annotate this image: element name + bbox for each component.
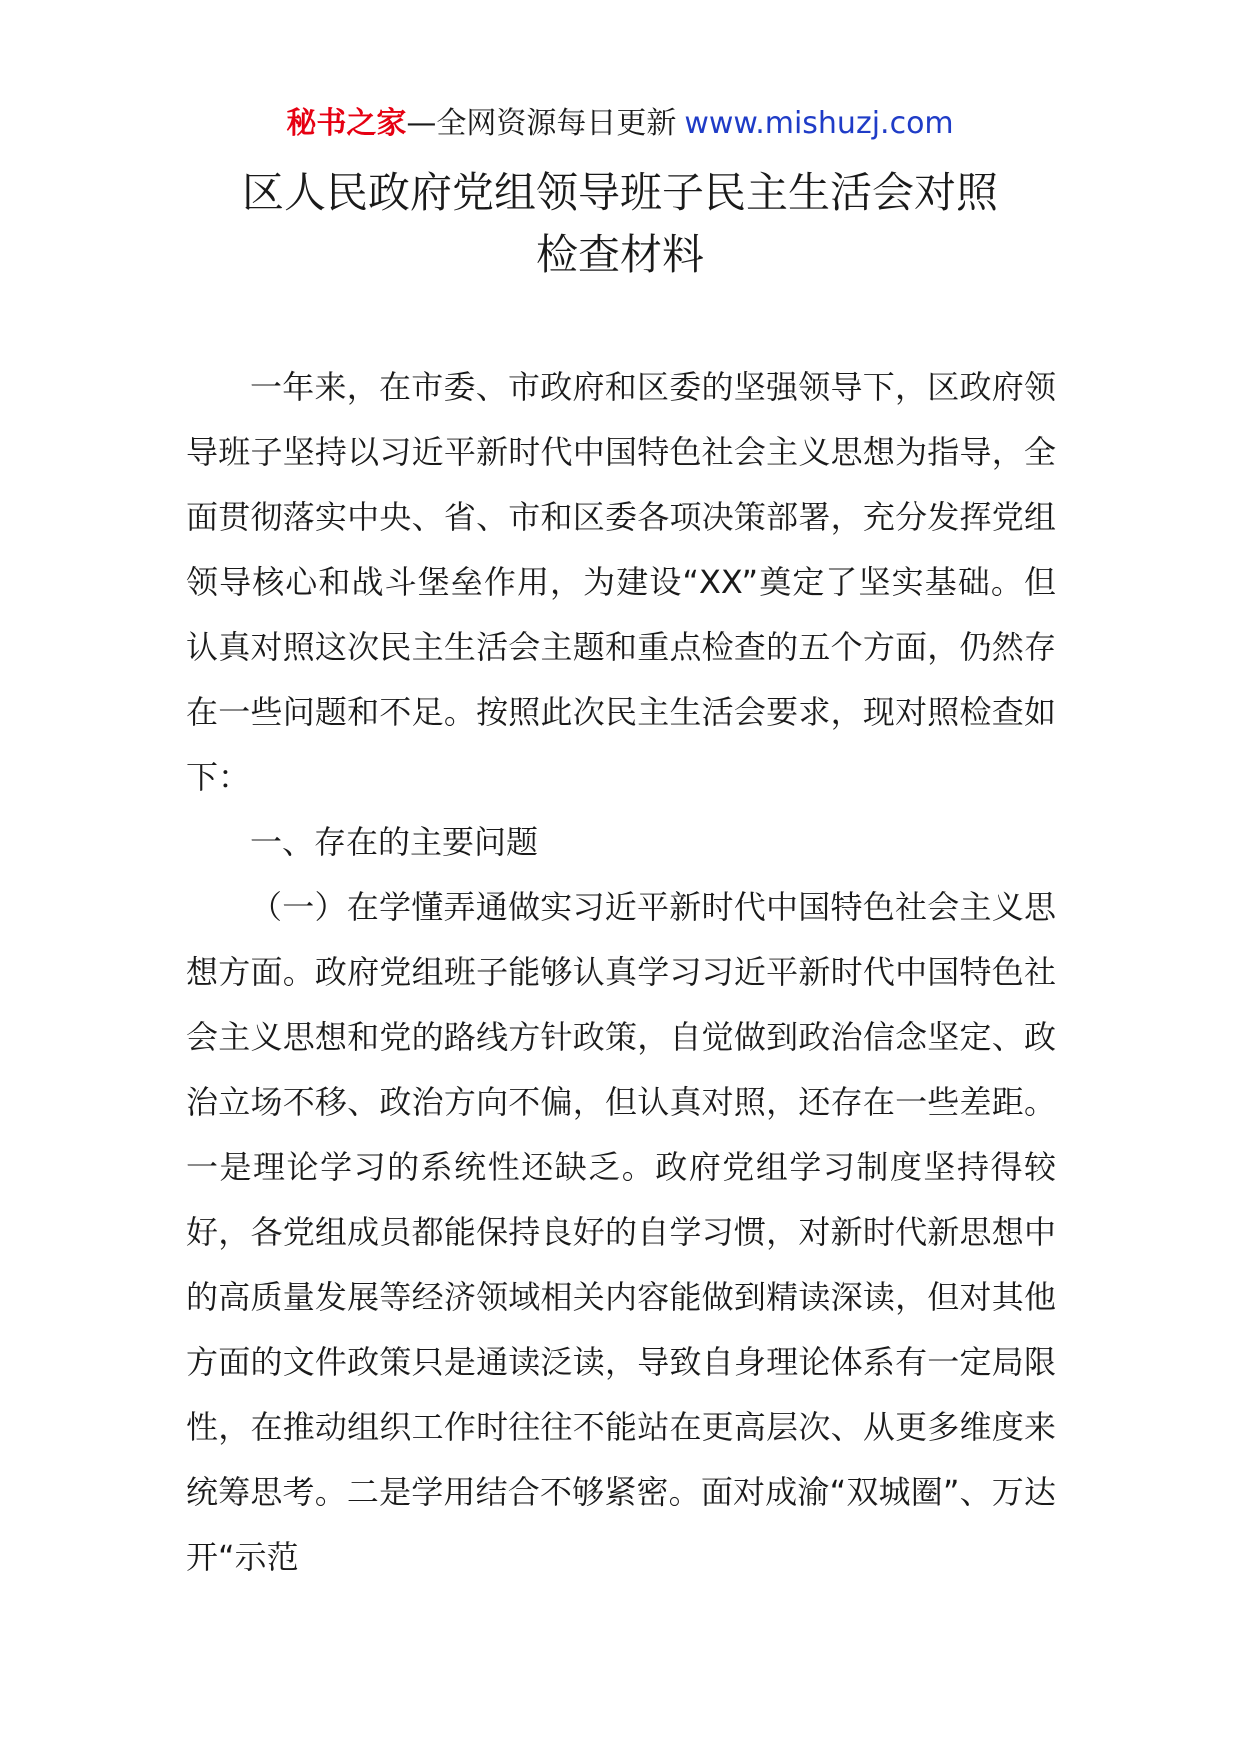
document-title: [150, 162, 1090, 286]
subsection-paragraph: （一）在学懂弄通做实习近平新时代中国特色社会主义思想方面。政府党组班子能够认真学习习近平新时代中国特色社会主义思想和党的路线方针政策，自觉做到政治信念坚定、政治立场不移、政治方向不偏，但认真对照，还存在一些差距。一是理论学习的系统性还缺乏。政府党组学习制度坚持得较好，各党组成员都能保持良好的自学习惯，对新时代新思想中的高质量发展等经济领域相关内容能做到精读深读，但对其他方面的文件政策只是通读泛读，导致自身理论体系有一定局限性，在推动组织工作时往往不能站在更高层次、从更多维度来统筹思考。二是学用结合不够紧密。面对成渝“双城圈”、万达开“示范: [186, 888, 1056, 1576]
watermark-header: [0, 100, 1240, 148]
header-tagline: —全网资源每日更新: [406, 106, 677, 141]
intro-paragraph: 一年来，在市委、市政府和区委的坚强领导下，区政府领导班子坚持以习近平新时代中国特色社会主义思想为指导，全面贯彻落实中央、省、市和区委各项决策部署，充分发挥党组领导核心和战斗堡垒作用，为建设“XX”奠定了坚实基础。但认真对照这次民主生活会主题和重点检查的五个方面，仍然存在一些问题和不足。按照此次民主生活会要求，现对照检查如下：: [186, 368, 1056, 796]
title-line-1: 区人民政府党组领导班子民主生活会对照: [241, 168, 998, 217]
document-body: [186, 355, 1056, 1590]
brand-name: 秘书之家: [286, 106, 407, 141]
site-url-link[interactable]: www.mishuzj.com: [684, 106, 954, 141]
section-heading: 一、存在的主要问题: [250, 823, 539, 861]
title-line-2: 检查材料: [535, 230, 704, 279]
